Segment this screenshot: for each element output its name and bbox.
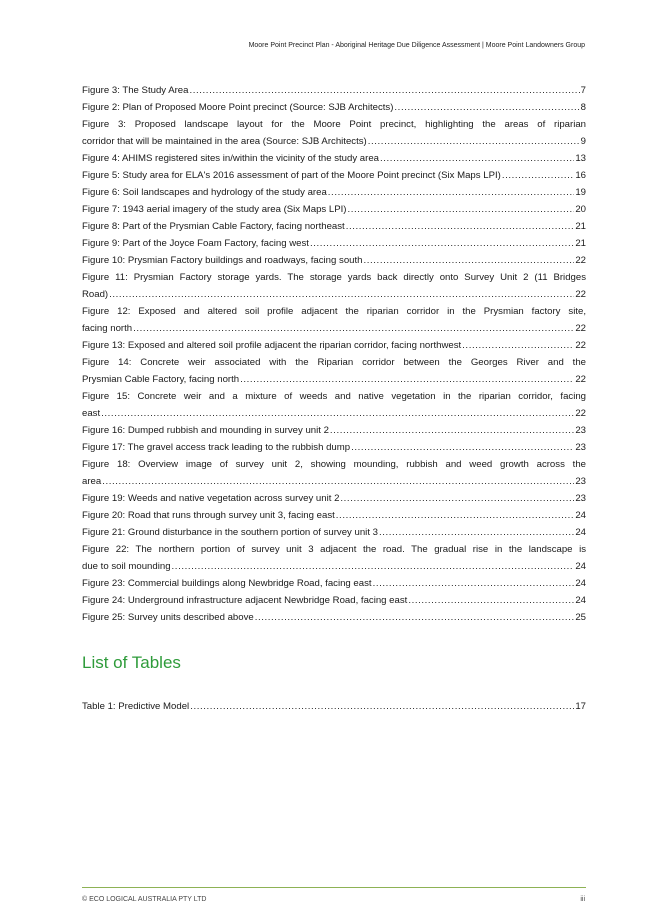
- figure-entry[interactable]: [82, 201, 586, 218]
- figure-entry[interactable]: [82, 116, 586, 150]
- figure-entry[interactable]: [82, 82, 586, 99]
- toc-entry-title-line2: [82, 558, 586, 575]
- figure-entry[interactable]: [82, 575, 586, 592]
- toc-entry-title: area: [82, 476, 102, 487]
- figure-entry[interactable]: [82, 150, 586, 167]
- toc-entry-page: 22: [575, 408, 586, 419]
- toc-entry-page: 20: [575, 204, 586, 215]
- toc-entry-page: 25: [575, 612, 586, 623]
- figure-entry[interactable]: [82, 354, 586, 388]
- toc-entry-title: Road): [82, 289, 109, 300]
- dot-leader: [310, 235, 574, 252]
- dot-leader: [394, 99, 579, 116]
- toc-entry-title-line1: Figure 11: Prysmian Factory storage yards. The storage yards back directly onto Survey Unit 2 (11 Bridges: [82, 272, 586, 283]
- footer-copyright: © ECO LOGICAL AUSTRALIA PTY LTD: [82, 896, 207, 903]
- toc-entry-page: 22: [575, 374, 586, 385]
- toc-entry-page: 22: [575, 255, 586, 266]
- toc-entry-page: 22: [575, 340, 586, 351]
- dot-leader: [380, 150, 574, 167]
- toc-entry-page: 23: [575, 493, 586, 504]
- dot-leader: [462, 337, 574, 354]
- figure-entry[interactable]: [82, 184, 586, 201]
- figure-entry[interactable]: [82, 609, 586, 626]
- dot-leader: [340, 490, 574, 507]
- dot-leader: [368, 133, 580, 150]
- toc-entry-title: Figure 4: AHIMS registered sites in/within the vicinity of the study area: [82, 153, 380, 164]
- dot-leader: [101, 405, 574, 422]
- toc-entry-title: Figure 5: Study area for ELA's 2016 assessment of part of the Moore Point precinct (Six Maps LPI): [82, 170, 501, 181]
- toc-entry-title-line1: Figure 15: Concrete weir and a mixture of weeds and native vegetation in the riparian corridor, facing: [82, 391, 586, 402]
- dot-leader: [364, 252, 575, 269]
- figure-entry[interactable]: [82, 388, 586, 422]
- figure-entry[interactable]: [82, 592, 586, 609]
- toc-entry-title: Prysmian Cable Factory, facing north: [82, 374, 240, 385]
- figure-entry[interactable]: [82, 456, 586, 490]
- toc-entry-page: 19: [575, 187, 586, 198]
- toc-entry-page: 22: [575, 323, 586, 334]
- toc-entry-page: 17: [575, 701, 586, 712]
- toc-entry-title-line2: [82, 405, 586, 422]
- toc-entry-title: Figure 6: Soil landscapes and hydrology of the study area: [82, 187, 327, 198]
- list-of-tables: [82, 698, 586, 715]
- toc-entry-title-line1: Figure 14: Concrete weir associated with the Riparian corridor between the Georges River and the: [82, 357, 586, 368]
- footer-page-number: iii: [580, 896, 585, 903]
- toc-entry-title: Table 1: Predictive Model: [82, 701, 190, 712]
- table-entry[interactable]: [82, 698, 586, 715]
- toc-entry-title: Figure 10: Prysmian Factory buildings and roadways, facing south: [82, 255, 363, 266]
- dot-leader: [346, 218, 575, 235]
- toc-entry-page: 24: [575, 578, 586, 589]
- toc-entry-page: 22: [575, 289, 586, 300]
- list-of-figures: [82, 82, 586, 626]
- toc-entry-title: Figure 7: 1943 aerial imagery of the study area (Six Maps LPI): [82, 204, 347, 215]
- dot-leader: [172, 558, 575, 575]
- dot-leader: [240, 371, 574, 388]
- toc-entry-title: Figure 2: Plan of Proposed Moore Point precinct (Source: SJB Architects): [82, 102, 394, 113]
- figure-entry[interactable]: [82, 541, 586, 575]
- toc-entry-title: Figure 13: Exposed and altered soil profile adjacent the riparian corridor, facing northwest: [82, 340, 462, 351]
- figure-entry[interactable]: [82, 99, 586, 116]
- toc-entry-title: Figure 3: The Study Area: [82, 85, 189, 96]
- running-header: Moore Point Precinct Plan - Aboriginal Heritage Due Diligence Assessment | Moore Point Landowners Group: [248, 42, 585, 49]
- toc-entry-title: Figure 25: Survey units described above: [82, 612, 254, 623]
- toc-entry-title-line2: [82, 473, 586, 490]
- toc-entry-title: Figure 17: The gravel access track leading to the rubbish dump: [82, 442, 351, 453]
- figure-entry[interactable]: [82, 252, 586, 269]
- figure-entry[interactable]: [82, 303, 586, 337]
- dot-leader: [133, 320, 574, 337]
- toc-entry-title-line1: Figure 12: Exposed and altered soil profile adjacent the riparian corridor in the Prysmian factory site,: [82, 306, 586, 317]
- toc-entry-title-line1: Figure 22: The northern portion of survey unit 3 adjacent the road. The gradual rise in the landscape is: [82, 544, 586, 555]
- dot-leader: [330, 422, 574, 439]
- dot-leader: [190, 698, 574, 715]
- dot-leader: [348, 201, 575, 218]
- figure-entry[interactable]: [82, 524, 586, 541]
- dot-leader: [328, 184, 575, 201]
- toc-entry-page: 24: [575, 527, 586, 538]
- toc-entry-title: Figure 16: Dumped rubbish and mounding in survey unit 2: [82, 425, 329, 436]
- toc-entry-title-line2: [82, 286, 586, 303]
- toc-entry-title: Figure 21: Ground disturbance in the southern portion of survey unit 3: [82, 527, 378, 538]
- figure-entry[interactable]: [82, 490, 586, 507]
- dot-leader: [189, 82, 579, 99]
- toc-entry-title: east: [82, 408, 101, 419]
- toc-entry-title: facing north: [82, 323, 133, 334]
- dot-leader: [502, 167, 575, 184]
- toc-entry-title-line1: Figure 18: Overview image of survey unit 2, showing mounding, rubbish and weed growth across the: [82, 459, 586, 470]
- toc-entry-page: 21: [575, 238, 586, 249]
- toc-entry-title: Figure 9: Part of the Joyce Foam Factory, facing west: [82, 238, 309, 249]
- toc-entry-title: corridor that will be maintained in the area (Source: SJB Architects): [82, 136, 367, 147]
- toc-entry-page: 7: [580, 85, 586, 96]
- toc-entry-title: Figure 19: Weeds and native vegetation across survey unit 2: [82, 493, 340, 504]
- dot-leader: [102, 473, 574, 490]
- figure-entry[interactable]: [82, 439, 586, 456]
- toc-entry-page: 24: [575, 595, 586, 606]
- toc-entry-page: 8: [580, 102, 586, 113]
- figure-entry[interactable]: [82, 167, 586, 184]
- toc-entry-page: 24: [575, 561, 586, 572]
- toc-entry-title: Figure 23: Commercial buildings along Newbridge Road, facing east: [82, 578, 372, 589]
- toc-entry-title: Figure 24: Underground infrastructure adjacent Newbridge Road, facing east: [82, 595, 408, 606]
- dot-leader: [109, 286, 574, 303]
- list-of-tables-heading: List of Tables: [82, 653, 181, 672]
- toc-entry-title: Figure 8: Part of the Prysmian Cable Factory, facing northeast: [82, 221, 345, 232]
- toc-entry-page: 13: [575, 153, 586, 164]
- toc-entry-page: 16: [575, 170, 586, 181]
- figure-entry[interactable]: [82, 507, 586, 524]
- toc-entry-page: 23: [575, 442, 586, 453]
- figure-entry[interactable]: [82, 337, 586, 354]
- toc-entry-page: 23: [575, 476, 586, 487]
- dot-leader: [408, 592, 574, 609]
- toc-entry-title: due to soil mounding: [82, 561, 171, 572]
- toc-entry-title-line2: [82, 133, 586, 150]
- figure-entry[interactable]: [82, 422, 586, 439]
- toc-entry-title-line2: [82, 320, 586, 337]
- dot-leader: [255, 609, 575, 626]
- figure-entry[interactable]: [82, 235, 586, 252]
- toc-entry-page: 9: [580, 136, 586, 147]
- toc-entry-title-line2: [82, 371, 586, 388]
- dot-leader: [379, 524, 574, 541]
- toc-entry-title: Figure 20: Road that runs through survey unit 3, facing east: [82, 510, 335, 521]
- toc-entry-page: 24: [575, 510, 586, 521]
- toc-entry-page: 21: [575, 221, 586, 232]
- footer-divider: [82, 887, 586, 888]
- dot-leader: [351, 439, 574, 456]
- toc-entry-page: 23: [575, 425, 586, 436]
- figure-entry[interactable]: [82, 269, 586, 303]
- toc-entry-title-line1: Figure 3: Proposed landscape layout for the Moore Point precinct, highlighting the areas of riparian: [82, 119, 586, 130]
- figure-entry[interactable]: [82, 218, 586, 235]
- dot-leader: [373, 575, 575, 592]
- dot-leader: [336, 507, 575, 524]
